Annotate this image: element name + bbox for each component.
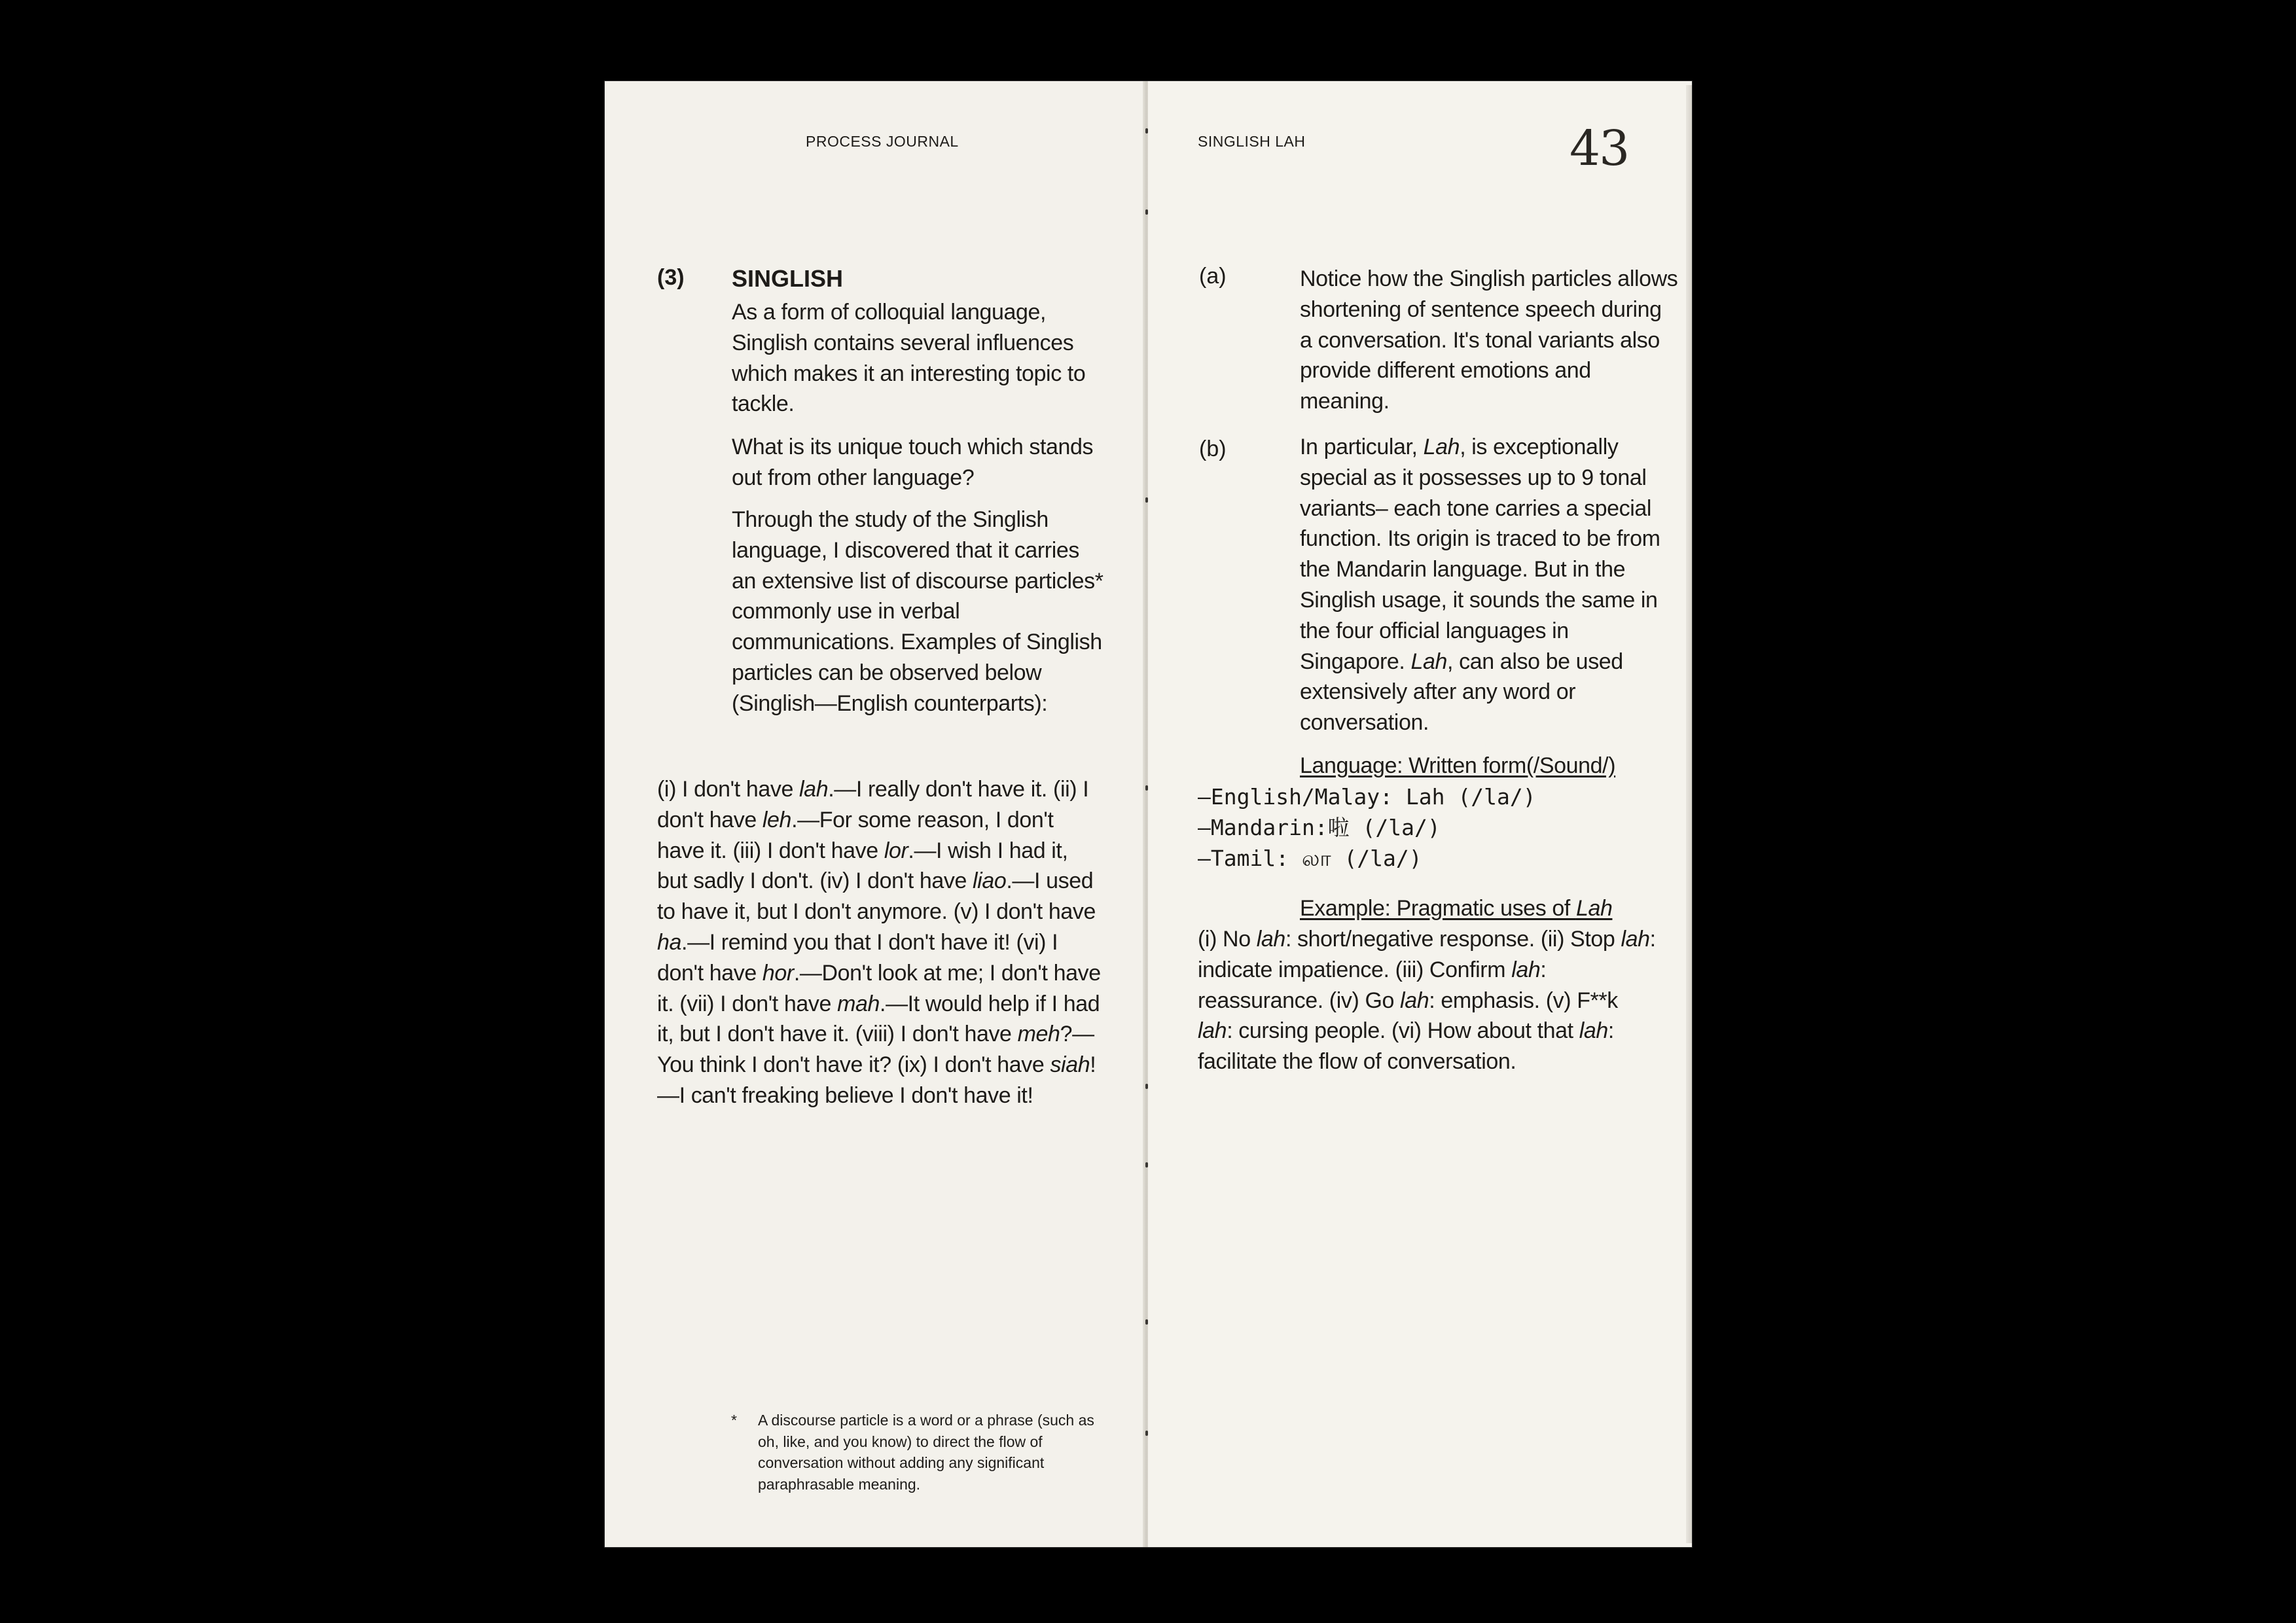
example-meaning: ?—You think I don't have it?	[657, 1022, 1094, 1078]
lah-italic: Lah	[1423, 435, 1460, 459]
item-b-text	[1300, 432, 1679, 738]
example-meaning: : reassurance.	[1198, 957, 1547, 1013]
example-lead: (iii) Confirm	[1395, 957, 1512, 982]
example-meaning: .—I wish I had it, but sadly I don't.	[657, 838, 1068, 894]
example-lead: (ii) Stop	[1540, 927, 1621, 952]
lah-italic: Lah	[1575, 896, 1613, 921]
example-lead: (iv) I don't have	[819, 868, 973, 894]
intro-paragraph	[732, 297, 1105, 419]
example-lead: (v) F**k	[1545, 988, 1618, 1013]
example-heading-underline	[1300, 896, 1612, 921]
example-lead: (viii) I don't have	[855, 1022, 1018, 1047]
item-b-part1: In particular,	[1300, 435, 1424, 459]
study-paragraph	[732, 505, 1105, 719]
page-number: 43	[1570, 120, 1629, 177]
particle-italic: liao	[973, 868, 1007, 894]
footnote-marker: *	[731, 1412, 737, 1429]
example-heading-text: Example: Pragmatic uses of	[1300, 896, 1576, 921]
example-lead: (v) I don't have	[953, 899, 1096, 925]
example-meaning: : indicate impatience.	[1198, 927, 1656, 982]
language-english-malay: —English/Malay: Lah (/la/)	[1198, 784, 1536, 810]
example-meaning: .—For some reason, I don't have it.	[657, 807, 1054, 863]
page-edge	[1686, 85, 1692, 1543]
example-lead: (vii) I don't have	[679, 991, 838, 1016]
language-heading-text: Language: Written form(/Sound/)	[1300, 753, 1616, 778]
running-head-right: SINGLISH LAH	[1198, 133, 1306, 150]
example-lead: (ii) I don't have	[657, 777, 1089, 832]
example-lead: (ix) I don't have	[897, 1052, 1050, 1078]
example-meaning: : facilitate the flow of conversation.	[1198, 1018, 1614, 1075]
particle-italic: lah	[1256, 927, 1285, 952]
example-heading	[1300, 893, 1612, 924]
example-lead: (iii) I don't have	[732, 838, 884, 863]
language-heading	[1300, 751, 1615, 781]
example-lead: (vi) I don't have	[657, 929, 1058, 986]
particle-italic: lah	[1621, 927, 1650, 952]
particle-italic: lah	[1198, 1018, 1227, 1044]
section-title: SINGLISH	[732, 265, 844, 292]
example-lead: (vi) How about that	[1391, 1018, 1579, 1044]
particle-italic: lah	[1511, 957, 1541, 982]
example-lead: (i) No	[1198, 927, 1257, 952]
paragraph-study: Through the study of the Singlish language, I discovered that it carries an extensive list of discourse particles* commonly use in verbal communications. Examples of Singlish particles can be observed below (Singlish—English counterparts):	[732, 507, 1103, 716]
item-a-text: Notice how the Singlish particles allows shortening of sentence speech during a conversation. It's tonal variants also provide different emotions and meaning.	[1300, 266, 1678, 414]
particle-italic: ha	[657, 929, 682, 955]
example-lead: (iv) Go	[1329, 988, 1401, 1013]
running-head-left: PROCESS JOURNAL	[806, 133, 959, 150]
particle-italic: mah	[837, 991, 880, 1016]
section-number: (3)	[657, 265, 685, 290]
example-meaning: .—I used to have it, but I don't anymore.	[657, 868, 1094, 925]
language-list	[1198, 781, 1536, 874]
pragmatic-uses	[1198, 924, 1656, 1077]
example-meaning: .—I really don't have it.	[828, 777, 1054, 802]
particle-italic: hor	[762, 960, 794, 986]
example-meaning: !—I can't freaking believe I don't have it!	[657, 1052, 1096, 1108]
example-meaning: : short/negative response.	[1285, 927, 1541, 952]
singlish-examples	[657, 774, 1102, 1111]
example-meaning: .—I remind you that I don't have it!	[681, 929, 1016, 955]
particle-italic: meh	[1017, 1022, 1060, 1047]
paragraph-colloquial: As a form of colloquial language, Singlish contains several influences which makes it an interesting topic to tackle.	[732, 300, 1086, 417]
language-tamil: —Tamil: லா (/la/)	[1198, 846, 1422, 871]
particle-italic: lah	[799, 777, 829, 802]
item-b-part2: , is exceptionally special as it possesses up to 9 tonal variants– each tone carries a special function. Its origin is traced to be from the Mandarin language. But in the Singlish usage, it sounds the same in the four official languages in Singapore.	[1300, 435, 1660, 674]
example-meaning: : cursing people.	[1227, 1018, 1391, 1044]
item-a-label: (a)	[1199, 264, 1227, 289]
particle-italic: siah	[1050, 1052, 1090, 1078]
language-mandarin: —Mandarin:啦 (/la/)	[1198, 815, 1441, 840]
example-meaning: .—Don't look at me; I don't have it.	[657, 960, 1101, 1016]
open-booklet-spread	[605, 81, 1692, 1547]
item-b-label: (b)	[1199, 437, 1227, 461]
question-paragraph	[732, 432, 1105, 493]
paragraph-question: What is its unique touch which stands out from other language?	[732, 435, 1094, 490]
particle-italic: leh	[762, 807, 792, 832]
particle-italic: lah	[1400, 988, 1429, 1013]
right-page	[1148, 81, 1692, 1547]
example-lead: (i) I don't have	[657, 777, 800, 802]
lah-italic: Lah	[1410, 649, 1448, 674]
item-b-part3: , can also be used extensively after any word or conversation.	[1300, 649, 1623, 736]
example-meaning: : emphasis.	[1429, 988, 1546, 1013]
left-page	[605, 81, 1145, 1547]
particle-italic: lor	[884, 838, 908, 863]
example-meaning: .—It would help if I had it, but I don't have it.	[657, 991, 1100, 1047]
footnote-text: A discourse particle is a word or a phrase (such as oh, like, and you know) to direct the flow of conversation without adding any significant paraphrasable meaning.	[758, 1412, 1094, 1493]
particle-italic: lah	[1579, 1018, 1608, 1044]
